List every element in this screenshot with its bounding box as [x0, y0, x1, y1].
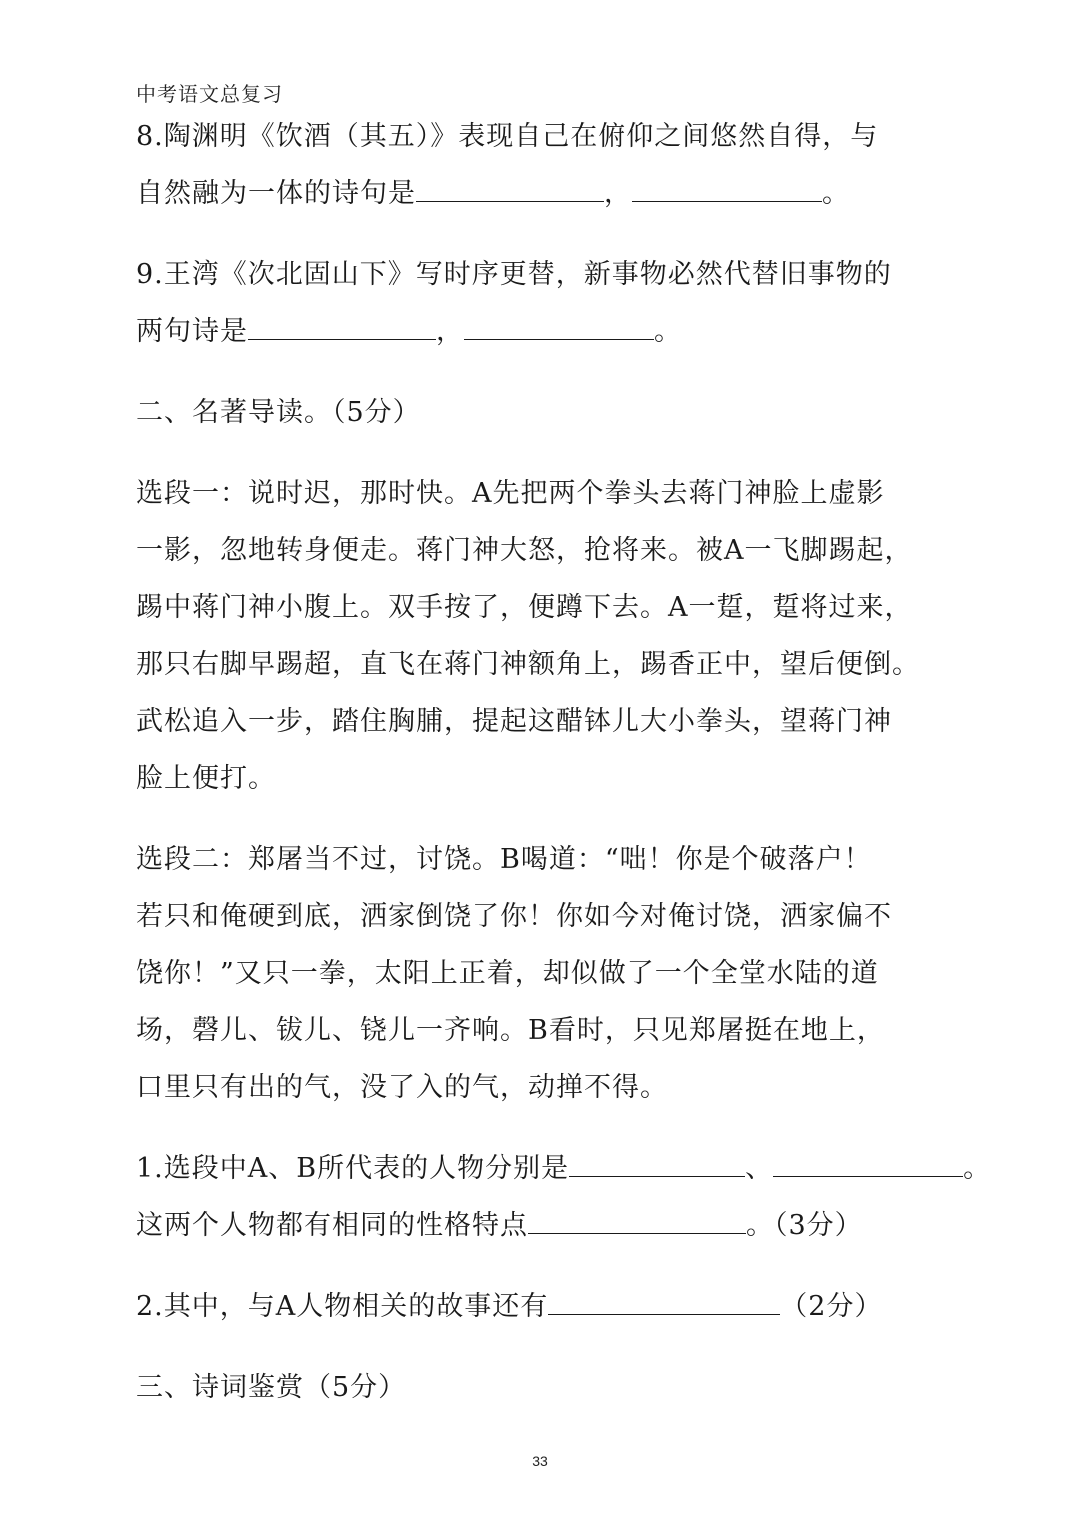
sub-question-1 [136, 1140, 992, 1254]
excerpt-1-line: 那只右脚早踢超，直飞在蒋门神额角上，踢香正中，望后便倒。 [136, 649, 920, 680]
separator: ， [436, 316, 464, 347]
excerpt-1-line: 选段一：说时迟，那时快。A先把两个拳头去蒋门神脸上虚影 [136, 478, 885, 509]
excerpt-2-line: 饶你！”又只一拳，太阳上正着，却似做了一个全堂水陆的道 [136, 958, 879, 989]
terminator: 。 [822, 178, 850, 209]
excerpt-1-line: 踢中蒋门神小腹上。双手按了，便蹲下去。A一踅，踅将过来， [136, 592, 913, 623]
sub-question-1-prefix: 1.选段中A、B所代表的人物分别是 [136, 1153, 570, 1184]
excerpt-2-line: 若只和俺硬到底，洒家倒饶了你！你如今对俺讨饶，洒家偏不 [136, 901, 892, 932]
question-9-prefix: 两句诗是 [136, 316, 248, 347]
sub-question-1-line-2-prefix: 这两个人物都有相同的性格特点 [136, 1210, 528, 1241]
question-8-prefix: 自然融为一体的诗句是 [136, 178, 416, 209]
question-9 [136, 246, 936, 360]
answer-blank-1a[interactable] [569, 1150, 745, 1177]
answer-blank-1c[interactable] [528, 1207, 746, 1234]
separator: ， [604, 178, 632, 209]
page-number: 33 [532, 1453, 548, 1469]
terminator: 。 [963, 1153, 992, 1184]
sub-question-1-line-2 [136, 1197, 936, 1254]
excerpt-1-line: 武松追入一步，踏住胸脯，提起这醋钵儿大小拳头，望蒋门神 [136, 706, 892, 737]
section-2-heading: 二、名著导读。（5分） [136, 397, 421, 428]
sub-question-2-score: （2分） [780, 1291, 883, 1322]
excerpt-2-line: 选段二：郑屠当不过，讨饶。B喝道：“咄！你是个破落户！ [136, 844, 872, 875]
terminator: 。 [654, 316, 682, 347]
excerpt-2-line: 场，磬儿、钹儿、铙儿一齐响。B看时，只见郑屠挺在地上， [136, 1015, 885, 1046]
answer-blank-2[interactable] [548, 1288, 780, 1315]
excerpt-2 [136, 831, 936, 1116]
question-9-line-2 [136, 303, 936, 360]
sub-question-1-line-1 [136, 1140, 992, 1197]
answer-blank-8a[interactable] [416, 175, 604, 202]
answer-blank-8b[interactable] [632, 175, 822, 202]
question-9-line-1: 9.王湾《次北固山下》写时序更替，新事物必然代替旧事物的 [136, 259, 892, 290]
excerpt-1-line: 脸上便打。 [136, 763, 276, 794]
page-content [136, 108, 992, 1416]
sub-question-2-prefix: 2.其中，与A人物相关的故事还有 [136, 1291, 549, 1322]
excerpt-1 [136, 465, 936, 807]
sub-question-2 [136, 1278, 936, 1335]
excerpt-2-line: 口里只有出的气，没了入的气，动掸不得。 [136, 1072, 668, 1103]
section-3-heading: 三、诗词鉴赏（5分） [136, 1372, 407, 1403]
excerpt-1-line: 一影，忽地转身便走。蒋门神大怒，抢将来。被A一飞脚踢起， [136, 535, 913, 566]
answer-blank-1b[interactable] [773, 1150, 963, 1177]
question-8-line-1: 8.陶渊明《饮酒（其五）》表现自己在俯仰之间悠然自得，与 [136, 121, 879, 152]
separator: 、 [745, 1153, 774, 1184]
answer-blank-9b[interactable] [464, 313, 654, 340]
sub-question-1-score: 。（3分） [746, 1210, 863, 1241]
answer-blank-9a[interactable] [248, 313, 436, 340]
question-8-line-2 [136, 165, 936, 222]
question-8 [136, 108, 936, 222]
page-header: 中考语文总复习 [136, 82, 283, 106]
